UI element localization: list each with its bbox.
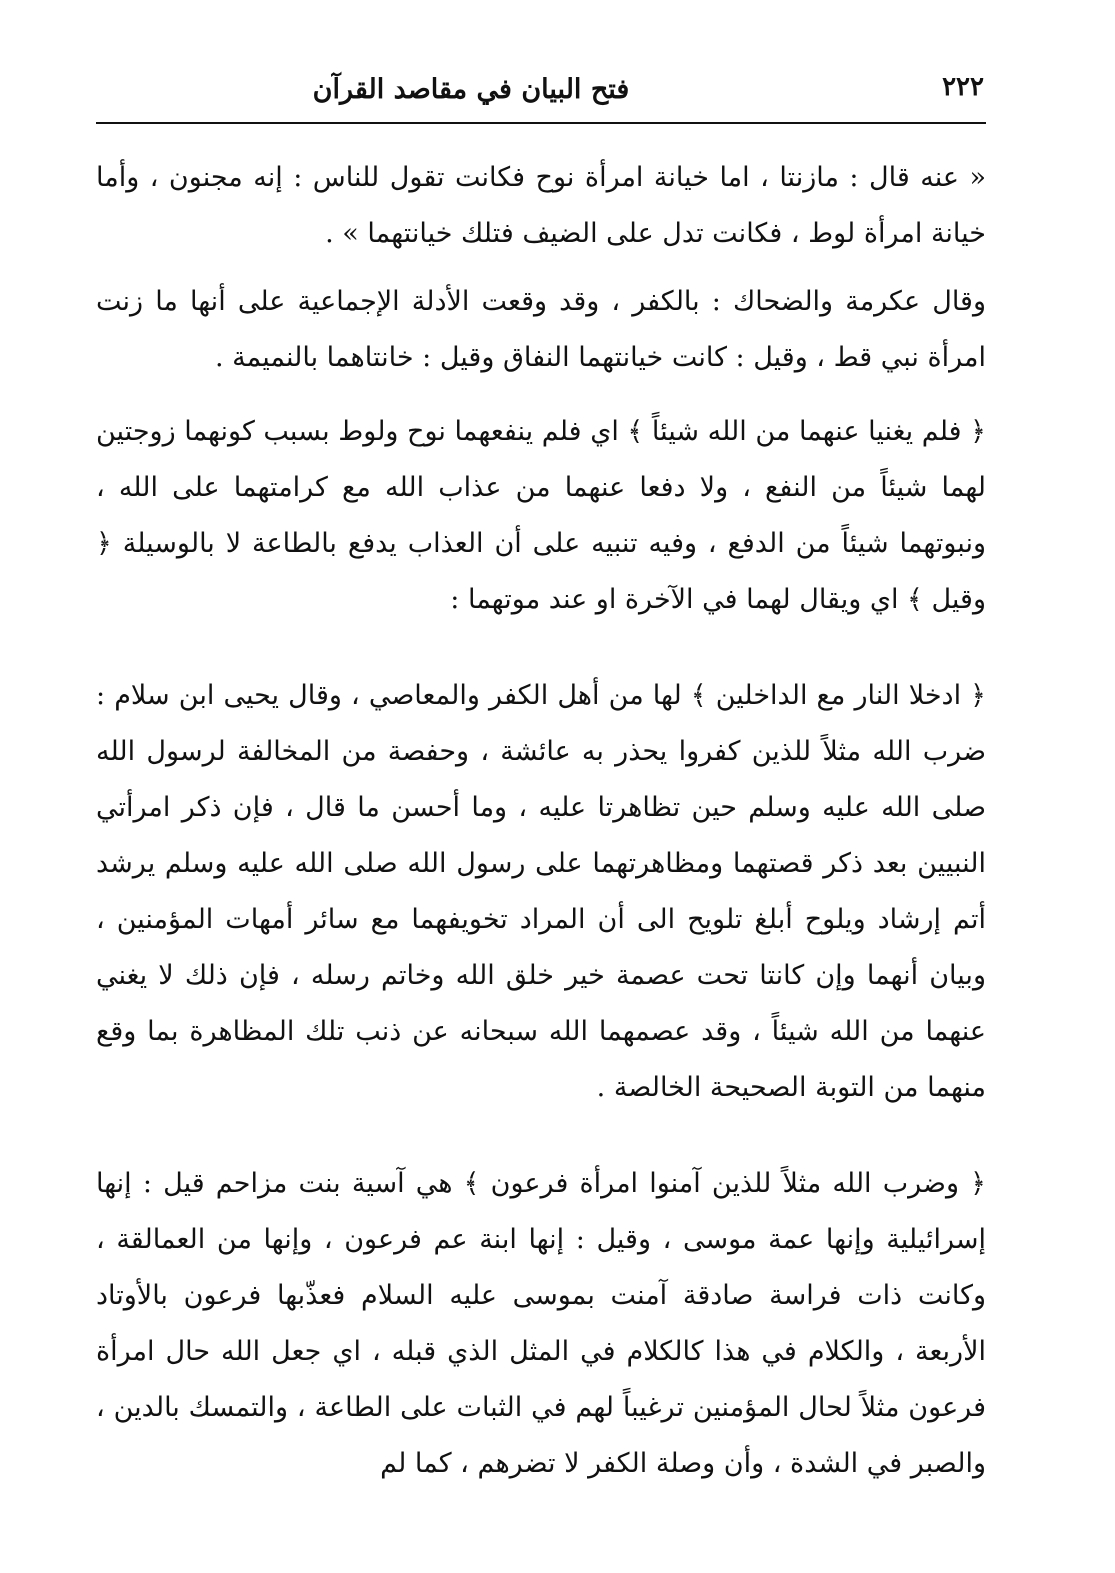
paragraph: ﴿ وضرب الله مثلاً للذين آمنوا امرأة فرعون ﴾ هي آسية بنت مزاحم قيل : إنها إسرائيلية وإنها عمة موسى ، وقيل : إنها ابنة عم فرعون ، وإنها من العمالقة ، وكانت ذات فراسة صادقة آمنت بموسى عليه السلام فعذّبها فرعون بالأوتاد الأربعة ، والكلام في هذا كالكلام في المثل الذي قبله ، اي جعل الله حال امرأة فرعون مثلاً لحال المؤمنين ترغيباً لهم في الثبات على الطاعة ، والتمسك بالدين ، والصبر في الشدة ، وأن وصلة الكفر لا تضرهم ، كما لم — [96, 1168, 986, 1479]
paragraph-gap — [96, 262, 986, 274]
paragraph-gap — [96, 386, 986, 404]
page-header — [96, 62, 986, 124]
paragraph-gap — [96, 628, 986, 668]
paragraph-gap — [96, 1116, 986, 1156]
page-number: ٢٢٢ — [942, 72, 984, 102]
paragraph: وقال عكرمة والضحاك : بالكفر ، وقد وقعت الأدلة الإجماعية على أنها ما زنت امرأة نبي قط ، وقيل : كانت خيانتهما النفاق وقيل : خانتاهما بالنميمة . — [96, 286, 986, 373]
paragraph: « عنه قال : مازنتا ، اما خيانة امرأة نوح فكانت تقول للناس : إنه مجنون ، وأما خيانة امرأة لوط ، فكانت تدل على الضيف فتلك خيانتهما » . — [96, 162, 986, 249]
page-body — [96, 150, 986, 1492]
running-title: فتح البيان في مقاصد القرآن — [312, 74, 630, 105]
paragraph: ﴿ فلم يغنيا عنهما من الله شيئاً ﴾ اي فلم ينفعهما نوح ولوط بسبب كونهما زوجتين لهما شيئاً من النفع ، ولا دفعا عنهما من عذاب الله مع كرامتهما على الله ، ونبوتهما شيئاً من الدفع ، وفيه تنبيه على أن العذاب يدفع بالطاعة لا بالوسيلة ﴿ وقيل ﴾ اي ويقال لهما في الآخرة او عند موتهما : — [96, 416, 986, 615]
paragraph: ﴿ ادخلا النار مع الداخلين ﴾ لها من أهل الكفر والمعاصي ، وقال يحيى ابن سلام : ضرب الله مثلاً للذين كفروا يحذر به عائشة ، وحفصة من المخالفة لرسول الله صلى الله عليه وسلم حين تظاهرتا عليه ، وما أحسن ما قال ، فإن ذكر امرأتي النبيين بعد ذكر قصتهما ومظاهرتهما على رسول الله صلى الله عليه وسلم يرشد أتم إرشاد ويلوح أبلغ تلويح الى أن المراد تخويفهما مع سائر أمهات المؤمنين ، وبيان أنهما وإن كانتا تحت عصمة خير خلق الله وخاتم رسله ، فإن ذلك لا يغني عنهما من الله شيئاً ، وقد عصمهما الله سبحانه عن ذنب تلك المظاهرة بما وقع منهما من التوبة الصحيحة الخالصة . — [96, 680, 986, 1103]
